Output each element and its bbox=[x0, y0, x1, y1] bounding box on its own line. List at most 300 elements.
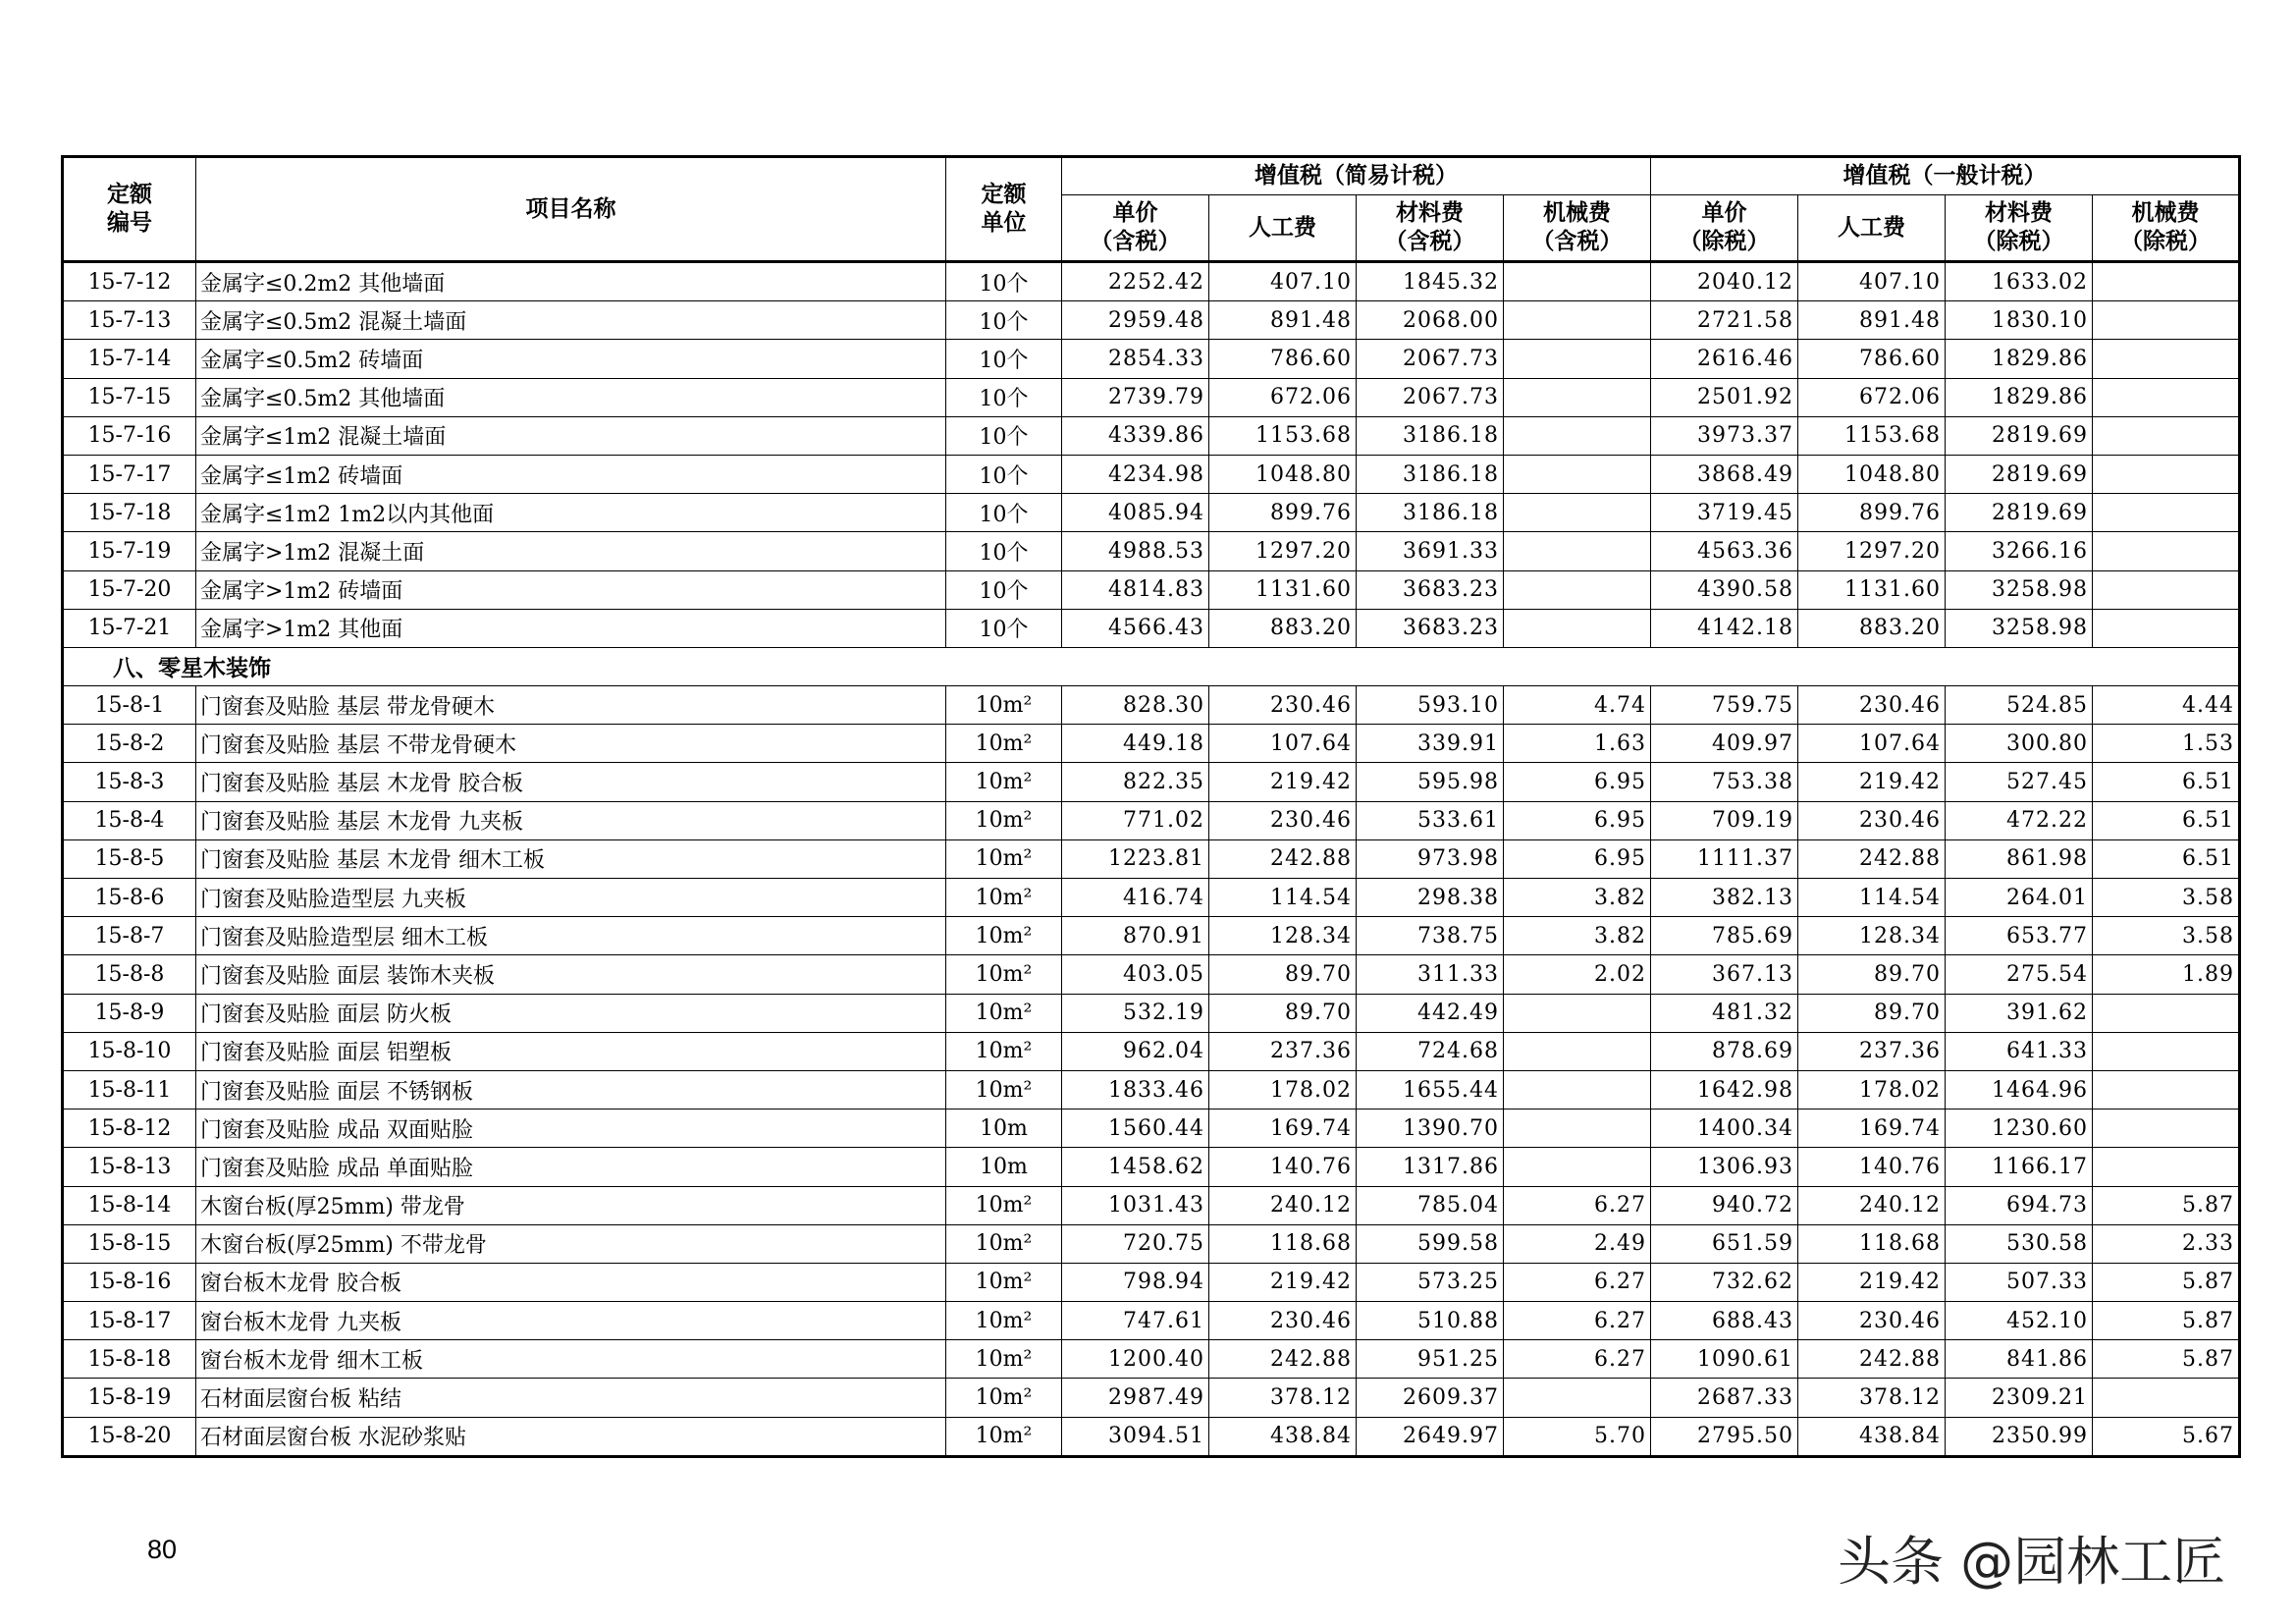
cell-labor-general: 89.70 bbox=[1798, 994, 1946, 1032]
cell-machine-incl bbox=[1504, 455, 1651, 493]
cell-labor-general: 242.88 bbox=[1798, 1340, 1946, 1379]
cell-machine-incl bbox=[1504, 262, 1651, 301]
cell-labor-general: 891.48 bbox=[1798, 301, 1946, 340]
cell-code: 15-8-13 bbox=[63, 1148, 196, 1186]
cell-material-excl: 2819.69 bbox=[1946, 455, 2093, 493]
table-row bbox=[63, 532, 2240, 570]
cell-name: 窗台板木龙骨 九夹板 bbox=[196, 1302, 946, 1340]
cell-machine-incl: 3.82 bbox=[1504, 917, 1651, 955]
cell-unit: 10m² bbox=[946, 1070, 1062, 1109]
cell-unit: 10m² bbox=[946, 1417, 1062, 1456]
cell-machine-incl: 6.95 bbox=[1504, 763, 1651, 801]
cell-unit: 10个 bbox=[946, 416, 1062, 455]
cell-unit: 10m bbox=[946, 1110, 1062, 1148]
table-row bbox=[63, 917, 2240, 955]
cell-name: 金属字≤0.5m2 其他墙面 bbox=[196, 378, 946, 416]
header-labor-simple: 人工费 bbox=[1209, 195, 1357, 262]
cell-code: 15-8-6 bbox=[63, 879, 196, 917]
cell-material-incl: 311.33 bbox=[1357, 955, 1504, 994]
cell-labor-simple: 786.60 bbox=[1209, 340, 1357, 378]
cell-unit-price-incl: 416.74 bbox=[1062, 879, 1209, 917]
cell-unit: 10个 bbox=[946, 262, 1062, 301]
table-row bbox=[63, 763, 2240, 801]
cell-machine-incl bbox=[1504, 378, 1651, 416]
cell-machine-excl: 1.53 bbox=[2093, 725, 2240, 763]
cell-material-incl: 973.98 bbox=[1357, 839, 1504, 878]
cell-name: 金属字≤1m2 砖墙面 bbox=[196, 455, 946, 493]
cell-material-incl: 2609.37 bbox=[1357, 1379, 1504, 1417]
table-header bbox=[63, 157, 2240, 262]
table-row bbox=[63, 1263, 2240, 1301]
cell-code: 15-8-14 bbox=[63, 1186, 196, 1224]
quota-table bbox=[61, 155, 2241, 1458]
cell-machine-excl bbox=[2093, 1032, 2240, 1070]
cell-machine-excl bbox=[2093, 1148, 2240, 1186]
cell-unit-price-excl: 753.38 bbox=[1651, 763, 1798, 801]
table-row bbox=[63, 301, 2240, 340]
cell-machine-excl: 4.44 bbox=[2093, 686, 2240, 725]
cell-material-excl: 694.73 bbox=[1946, 1186, 2093, 1224]
cell-unit-price-incl: 4566.43 bbox=[1062, 609, 1209, 647]
cell-material-excl: 1829.86 bbox=[1946, 378, 2093, 416]
cell-name: 金属字≤1m2 1m2以内其他面 bbox=[196, 494, 946, 532]
cell-unit: 10m² bbox=[946, 1186, 1062, 1224]
cell-unit-price-incl: 449.18 bbox=[1062, 725, 1209, 763]
cell-labor-simple: 230.46 bbox=[1209, 686, 1357, 725]
cell-labor-simple: 240.12 bbox=[1209, 1186, 1357, 1224]
cell-name: 门窗套及贴脸 基层 木龙骨 细木工板 bbox=[196, 839, 946, 878]
cell-name: 门窗套及贴脸造型层 细木工板 bbox=[196, 917, 946, 955]
cell-unit: 10个 bbox=[946, 532, 1062, 570]
cell-material-excl: 1633.02 bbox=[1946, 262, 2093, 301]
cell-machine-excl: 6.51 bbox=[2093, 839, 2240, 878]
cell-name: 石材面层窗台板 粘结 bbox=[196, 1379, 946, 1417]
cell-unit-price-incl: 4234.98 bbox=[1062, 455, 1209, 493]
cell-labor-general: 1153.68 bbox=[1798, 416, 1946, 455]
cell-machine-excl: 5.67 bbox=[2093, 1417, 2240, 1456]
cell-labor-general: 169.74 bbox=[1798, 1110, 1946, 1148]
cell-unit: 10m² bbox=[946, 686, 1062, 725]
cell-labor-general: 219.42 bbox=[1798, 763, 1946, 801]
cell-code: 15-8-2 bbox=[63, 725, 196, 763]
cell-name: 门窗套及贴脸 面层 铝塑板 bbox=[196, 1032, 946, 1070]
cell-material-excl: 524.85 bbox=[1946, 686, 2093, 725]
quota-table-container bbox=[61, 155, 2238, 1458]
cell-machine-excl: 3.58 bbox=[2093, 879, 2240, 917]
table-row bbox=[63, 955, 2240, 994]
cell-code: 15-7-19 bbox=[63, 532, 196, 570]
cell-labor-simple: 114.54 bbox=[1209, 879, 1357, 917]
cell-unit-price-excl: 651.59 bbox=[1651, 1224, 1798, 1263]
table-row bbox=[63, 1302, 2240, 1340]
cell-name: 门窗套及贴脸 成品 单面贴脸 bbox=[196, 1148, 946, 1186]
cell-name: 门窗套及贴脸 面层 装饰木夹板 bbox=[196, 955, 946, 994]
cell-material-incl: 785.04 bbox=[1357, 1186, 1504, 1224]
cell-unit-price-excl: 367.13 bbox=[1651, 955, 1798, 994]
table-row bbox=[63, 262, 2240, 301]
cell-code: 15-8-15 bbox=[63, 1224, 196, 1263]
cell-labor-simple: 178.02 bbox=[1209, 1070, 1357, 1109]
cell-unit-price-incl: 1458.62 bbox=[1062, 1148, 1209, 1186]
cell-code: 15-8-3 bbox=[63, 763, 196, 801]
cell-machine-incl bbox=[1504, 494, 1651, 532]
cell-labor-simple: 407.10 bbox=[1209, 262, 1357, 301]
table-row bbox=[63, 416, 2240, 455]
table-row bbox=[63, 1032, 2240, 1070]
cell-unit-price-incl: 2959.48 bbox=[1062, 301, 1209, 340]
cell-unit-price-excl: 3719.45 bbox=[1651, 494, 1798, 532]
cell-unit-price-excl: 2687.33 bbox=[1651, 1379, 1798, 1417]
table-row bbox=[63, 1070, 2240, 1109]
cell-unit: 10个 bbox=[946, 301, 1062, 340]
cell-name: 金属字≤0.5m2 混凝土墙面 bbox=[196, 301, 946, 340]
cell-unit-price-incl: 1833.46 bbox=[1062, 1070, 1209, 1109]
table-row bbox=[63, 1186, 2240, 1224]
cell-labor-general: 672.06 bbox=[1798, 378, 1946, 416]
cell-unit-price-incl: 2987.49 bbox=[1062, 1379, 1209, 1417]
table-row bbox=[63, 725, 2240, 763]
cell-machine-incl: 6.27 bbox=[1504, 1186, 1651, 1224]
table-row bbox=[63, 1110, 2240, 1148]
cell-material-excl: 300.80 bbox=[1946, 725, 2093, 763]
cell-unit-price-excl: 2501.92 bbox=[1651, 378, 1798, 416]
cell-labor-simple: 883.20 bbox=[1209, 609, 1357, 647]
cell-unit-price-incl: 828.30 bbox=[1062, 686, 1209, 725]
cell-material-excl: 527.45 bbox=[1946, 763, 2093, 801]
cell-unit-price-excl: 4142.18 bbox=[1651, 609, 1798, 647]
cell-unit-price-excl: 4390.58 bbox=[1651, 570, 1798, 609]
table-row bbox=[63, 879, 2240, 917]
cell-material-excl: 653.77 bbox=[1946, 917, 2093, 955]
cell-name: 门窗套及贴脸 面层 防火板 bbox=[196, 994, 946, 1032]
cell-material-excl: 3266.16 bbox=[1946, 532, 2093, 570]
cell-unit: 10m² bbox=[946, 917, 1062, 955]
cell-material-incl: 339.91 bbox=[1357, 725, 1504, 763]
cell-machine-incl bbox=[1504, 532, 1651, 570]
cell-name: 金属字≤0.2m2 其他墙面 bbox=[196, 262, 946, 301]
cell-code: 15-8-1 bbox=[63, 686, 196, 725]
cell-unit: 10m² bbox=[946, 839, 1062, 878]
cell-machine-excl bbox=[2093, 378, 2240, 416]
cell-unit-price-incl: 2739.79 bbox=[1062, 378, 1209, 416]
cell-unit-price-incl: 798.94 bbox=[1062, 1263, 1209, 1301]
cell-unit-price-excl: 2616.46 bbox=[1651, 340, 1798, 378]
cell-labor-general: 786.60 bbox=[1798, 340, 1946, 378]
cell-unit-price-excl: 785.69 bbox=[1651, 917, 1798, 955]
cell-labor-general: 1131.60 bbox=[1798, 570, 1946, 609]
cell-material-incl: 3683.23 bbox=[1357, 609, 1504, 647]
table-row bbox=[63, 609, 2240, 647]
cell-material-incl: 442.49 bbox=[1357, 994, 1504, 1032]
header-unit-price-excl: 单价 （除税） bbox=[1651, 195, 1798, 262]
cell-machine-excl bbox=[2093, 340, 2240, 378]
cell-material-incl: 2649.97 bbox=[1357, 1417, 1504, 1456]
cell-machine-excl: 5.87 bbox=[2093, 1263, 2240, 1301]
cell-unit: 10m² bbox=[946, 955, 1062, 994]
table-row bbox=[63, 1148, 2240, 1186]
cell-code: 15-7-13 bbox=[63, 301, 196, 340]
cell-material-excl: 472.22 bbox=[1946, 801, 2093, 839]
header-machine-excl: 机械费 （除税） bbox=[2093, 195, 2240, 262]
cell-machine-incl bbox=[1504, 1379, 1651, 1417]
cell-machine-excl bbox=[2093, 532, 2240, 570]
header-material-excl: 材料费 （除税） bbox=[1946, 195, 2093, 262]
cell-labor-simple: 140.76 bbox=[1209, 1148, 1357, 1186]
cell-code: 15-8-18 bbox=[63, 1340, 196, 1379]
cell-labor-general: 242.88 bbox=[1798, 839, 1946, 878]
cell-unit-price-incl: 1031.43 bbox=[1062, 1186, 1209, 1224]
cell-name: 窗台板木龙骨 细木工板 bbox=[196, 1340, 946, 1379]
cell-labor-simple: 242.88 bbox=[1209, 1340, 1357, 1379]
cell-labor-general: 140.76 bbox=[1798, 1148, 1946, 1186]
cell-name: 金属字≤1m2 混凝土墙面 bbox=[196, 416, 946, 455]
cell-labor-general: 219.42 bbox=[1798, 1263, 1946, 1301]
header-code: 定额 编号 bbox=[63, 157, 196, 262]
table-row bbox=[63, 686, 2240, 725]
cell-code: 15-7-20 bbox=[63, 570, 196, 609]
cell-material-incl: 1390.70 bbox=[1357, 1110, 1504, 1148]
cell-unit: 10m² bbox=[946, 879, 1062, 917]
cell-unit: 10m² bbox=[946, 725, 1062, 763]
cell-labor-general: 230.46 bbox=[1798, 686, 1946, 725]
cell-code: 15-8-8 bbox=[63, 955, 196, 994]
cell-machine-incl bbox=[1504, 340, 1651, 378]
cell-unit: 10个 bbox=[946, 378, 1062, 416]
cell-unit-price-incl: 1223.81 bbox=[1062, 839, 1209, 878]
cell-material-excl: 452.10 bbox=[1946, 1302, 2093, 1340]
cell-material-incl: 510.88 bbox=[1357, 1302, 1504, 1340]
cell-code: 15-8-5 bbox=[63, 839, 196, 878]
cell-labor-simple: 378.12 bbox=[1209, 1379, 1357, 1417]
table-row bbox=[63, 1224, 2240, 1263]
cell-material-incl: 1317.86 bbox=[1357, 1148, 1504, 1186]
cell-unit: 10m² bbox=[946, 801, 1062, 839]
cell-machine-incl: 2.02 bbox=[1504, 955, 1651, 994]
cell-material-excl: 2819.69 bbox=[1946, 416, 2093, 455]
cell-unit-price-excl: 709.19 bbox=[1651, 801, 1798, 839]
cell-code: 15-8-17 bbox=[63, 1302, 196, 1340]
cell-material-excl: 3258.98 bbox=[1946, 609, 2093, 647]
cell-labor-general: 118.68 bbox=[1798, 1224, 1946, 1263]
cell-unit-price-excl: 1111.37 bbox=[1651, 839, 1798, 878]
cell-machine-incl bbox=[1504, 1032, 1651, 1070]
cell-machine-incl: 6.27 bbox=[1504, 1263, 1651, 1301]
cell-labor-simple: 1048.80 bbox=[1209, 455, 1357, 493]
cell-name: 门窗套及贴脸 成品 双面贴脸 bbox=[196, 1110, 946, 1148]
cell-labor-simple: 89.70 bbox=[1209, 994, 1357, 1032]
cell-code: 15-7-12 bbox=[63, 262, 196, 301]
cell-machine-excl: 6.51 bbox=[2093, 801, 2240, 839]
cell-unit-price-incl: 822.35 bbox=[1062, 763, 1209, 801]
cell-unit-price-excl: 2721.58 bbox=[1651, 301, 1798, 340]
cell-unit: 10m² bbox=[946, 994, 1062, 1032]
cell-material-excl: 507.33 bbox=[1946, 1263, 2093, 1301]
cell-material-incl: 1845.32 bbox=[1357, 262, 1504, 301]
cell-machine-excl: 1.89 bbox=[2093, 955, 2240, 994]
cell-labor-simple: 230.46 bbox=[1209, 1302, 1357, 1340]
cell-unit: 10m² bbox=[946, 1302, 1062, 1340]
cell-material-incl: 593.10 bbox=[1357, 686, 1504, 725]
cell-code: 15-7-15 bbox=[63, 378, 196, 416]
cell-unit-price-incl: 747.61 bbox=[1062, 1302, 1209, 1340]
cell-labor-simple: 672.06 bbox=[1209, 378, 1357, 416]
table-body bbox=[63, 262, 2240, 1457]
cell-name: 金属字>1m2 混凝土面 bbox=[196, 532, 946, 570]
header-labor-general: 人工费 bbox=[1798, 195, 1946, 262]
cell-material-incl: 724.68 bbox=[1357, 1032, 1504, 1070]
cell-labor-simple: 89.70 bbox=[1209, 955, 1357, 994]
cell-code: 15-8-9 bbox=[63, 994, 196, 1032]
cell-unit-price-incl: 2252.42 bbox=[1062, 262, 1209, 301]
cell-unit-price-excl: 732.62 bbox=[1651, 1263, 1798, 1301]
cell-name: 木窗台板(厚25mm) 不带龙骨 bbox=[196, 1224, 946, 1263]
cell-machine-excl: 2.33 bbox=[2093, 1224, 2240, 1263]
cell-unit-price-excl: 4563.36 bbox=[1651, 532, 1798, 570]
cell-machine-excl: 5.87 bbox=[2093, 1302, 2240, 1340]
cell-labor-general: 114.54 bbox=[1798, 879, 1946, 917]
cell-machine-incl: 6.27 bbox=[1504, 1340, 1651, 1379]
cell-name: 石材面层窗台板 水泥砂浆贴 bbox=[196, 1417, 946, 1456]
cell-labor-simple: 899.76 bbox=[1209, 494, 1357, 532]
cell-unit-price-incl: 870.91 bbox=[1062, 917, 1209, 955]
header-unit-price-incl: 单价 （含税） bbox=[1062, 195, 1209, 262]
cell-machine-incl: 4.74 bbox=[1504, 686, 1651, 725]
cell-name: 窗台板木龙骨 胶合板 bbox=[196, 1263, 946, 1301]
cell-material-excl: 1166.17 bbox=[1946, 1148, 2093, 1186]
cell-unit-price-excl: 688.43 bbox=[1651, 1302, 1798, 1340]
cell-labor-general: 899.76 bbox=[1798, 494, 1946, 532]
cell-material-excl: 861.98 bbox=[1946, 839, 2093, 878]
cell-material-incl: 1655.44 bbox=[1357, 1070, 1504, 1109]
cell-material-incl: 2068.00 bbox=[1357, 301, 1504, 340]
cell-unit-price-incl: 4339.86 bbox=[1062, 416, 1209, 455]
cell-labor-simple: 169.74 bbox=[1209, 1110, 1357, 1148]
header-group-general-tax: 增值税（一般计税） bbox=[1651, 157, 2240, 195]
cell-name: 金属字>1m2 砖墙面 bbox=[196, 570, 946, 609]
cell-labor-simple: 128.34 bbox=[1209, 917, 1357, 955]
cell-machine-incl: 1.63 bbox=[1504, 725, 1651, 763]
table-row bbox=[63, 1417, 2240, 1456]
cell-machine-incl bbox=[1504, 301, 1651, 340]
cell-material-incl: 3186.18 bbox=[1357, 416, 1504, 455]
cell-material-excl: 1829.86 bbox=[1946, 340, 2093, 378]
cell-machine-excl bbox=[2093, 1070, 2240, 1109]
cell-labor-simple: 107.64 bbox=[1209, 725, 1357, 763]
cell-material-incl: 2067.73 bbox=[1357, 378, 1504, 416]
cell-material-excl: 530.58 bbox=[1946, 1224, 2093, 1263]
cell-unit: 10m² bbox=[946, 1379, 1062, 1417]
cell-labor-simple: 1131.60 bbox=[1209, 570, 1357, 609]
cell-unit-price-excl: 759.75 bbox=[1651, 686, 1798, 725]
table-row bbox=[63, 1379, 2240, 1417]
cell-unit: 10个 bbox=[946, 340, 1062, 378]
table-row bbox=[63, 570, 2240, 609]
cell-code: 15-8-16 bbox=[63, 1263, 196, 1301]
page-number: 80 bbox=[147, 1535, 178, 1564]
header-unit: 定额 单位 bbox=[946, 157, 1062, 262]
cell-unit-price-incl: 1560.44 bbox=[1062, 1110, 1209, 1148]
cell-machine-excl bbox=[2093, 262, 2240, 301]
section-title: 八、零星木装饰 bbox=[63, 647, 2240, 685]
table-row bbox=[63, 801, 2240, 839]
cell-machine-excl bbox=[2093, 494, 2240, 532]
cell-material-excl: 641.33 bbox=[1946, 1032, 2093, 1070]
cell-material-incl: 3691.33 bbox=[1357, 532, 1504, 570]
table-row bbox=[63, 455, 2240, 493]
cell-machine-incl bbox=[1504, 609, 1651, 647]
cell-name: 门窗套及贴脸造型层 九夹板 bbox=[196, 879, 946, 917]
cell-labor-simple: 1153.68 bbox=[1209, 416, 1357, 455]
cell-machine-excl bbox=[2093, 416, 2240, 455]
cell-unit-price-excl: 409.97 bbox=[1651, 725, 1798, 763]
cell-machine-incl bbox=[1504, 570, 1651, 609]
cell-material-excl: 1464.96 bbox=[1946, 1070, 2093, 1109]
cell-labor-general: 237.36 bbox=[1798, 1032, 1946, 1070]
cell-machine-excl: 5.87 bbox=[2093, 1186, 2240, 1224]
cell-material-incl: 738.75 bbox=[1357, 917, 1504, 955]
cell-material-incl: 951.25 bbox=[1357, 1340, 1504, 1379]
cell-material-excl: 3258.98 bbox=[1946, 570, 2093, 609]
watermark-text: 头条 @园林工匠 bbox=[1838, 1531, 2226, 1593]
cell-labor-simple: 219.42 bbox=[1209, 763, 1357, 801]
cell-material-incl: 298.38 bbox=[1357, 879, 1504, 917]
cell-machine-excl: 5.87 bbox=[2093, 1340, 2240, 1379]
cell-unit-price-excl: 2040.12 bbox=[1651, 262, 1798, 301]
cell-unit-price-excl: 382.13 bbox=[1651, 879, 1798, 917]
cell-unit-price-incl: 4085.94 bbox=[1062, 494, 1209, 532]
cell-labor-general: 883.20 bbox=[1798, 609, 1946, 647]
cell-unit-price-excl: 940.72 bbox=[1651, 1186, 1798, 1224]
cell-unit-price-incl: 2854.33 bbox=[1062, 340, 1209, 378]
cell-machine-excl bbox=[2093, 1110, 2240, 1148]
table-row bbox=[63, 378, 2240, 416]
cell-machine-incl: 2.49 bbox=[1504, 1224, 1651, 1263]
cell-material-excl: 391.62 bbox=[1946, 994, 2093, 1032]
header-material-incl: 材料费 （含税） bbox=[1357, 195, 1504, 262]
cell-unit-price-excl: 3973.37 bbox=[1651, 416, 1798, 455]
header-machine-incl: 机械费 （含税） bbox=[1504, 195, 1651, 262]
cell-material-excl: 264.01 bbox=[1946, 879, 2093, 917]
cell-labor-general: 230.46 bbox=[1798, 801, 1946, 839]
table-row bbox=[63, 494, 2240, 532]
cell-machine-incl bbox=[1504, 994, 1651, 1032]
cell-material-excl: 2350.99 bbox=[1946, 1417, 2093, 1456]
cell-unit-price-incl: 771.02 bbox=[1062, 801, 1209, 839]
cell-name: 门窗套及贴脸 基层 不带龙骨硬木 bbox=[196, 725, 946, 763]
cell-labor-general: 378.12 bbox=[1798, 1379, 1946, 1417]
cell-name: 门窗套及贴脸 基层 木龙骨 胶合板 bbox=[196, 763, 946, 801]
cell-machine-incl: 6.27 bbox=[1504, 1302, 1651, 1340]
cell-unit-price-excl: 1306.93 bbox=[1651, 1148, 1798, 1186]
cell-unit-price-excl: 878.69 bbox=[1651, 1032, 1798, 1070]
cell-unit: 10m² bbox=[946, 1340, 1062, 1379]
cell-material-incl: 573.25 bbox=[1357, 1263, 1504, 1301]
cell-material-incl: 595.98 bbox=[1357, 763, 1504, 801]
cell-labor-general: 240.12 bbox=[1798, 1186, 1946, 1224]
cell-material-excl: 1230.60 bbox=[1946, 1110, 2093, 1148]
cell-labor-general: 407.10 bbox=[1798, 262, 1946, 301]
cell-material-incl: 3186.18 bbox=[1357, 494, 1504, 532]
cell-labor-simple: 118.68 bbox=[1209, 1224, 1357, 1263]
cell-unit-price-excl: 1642.98 bbox=[1651, 1070, 1798, 1109]
cell-name: 金属字≤0.5m2 砖墙面 bbox=[196, 340, 946, 378]
cell-labor-general: 438.84 bbox=[1798, 1417, 1946, 1456]
table-row bbox=[63, 839, 2240, 878]
cell-unit: 10m² bbox=[946, 1032, 1062, 1070]
cell-code: 15-8-10 bbox=[63, 1032, 196, 1070]
cell-labor-general: 178.02 bbox=[1798, 1070, 1946, 1109]
cell-code: 15-7-21 bbox=[63, 609, 196, 647]
